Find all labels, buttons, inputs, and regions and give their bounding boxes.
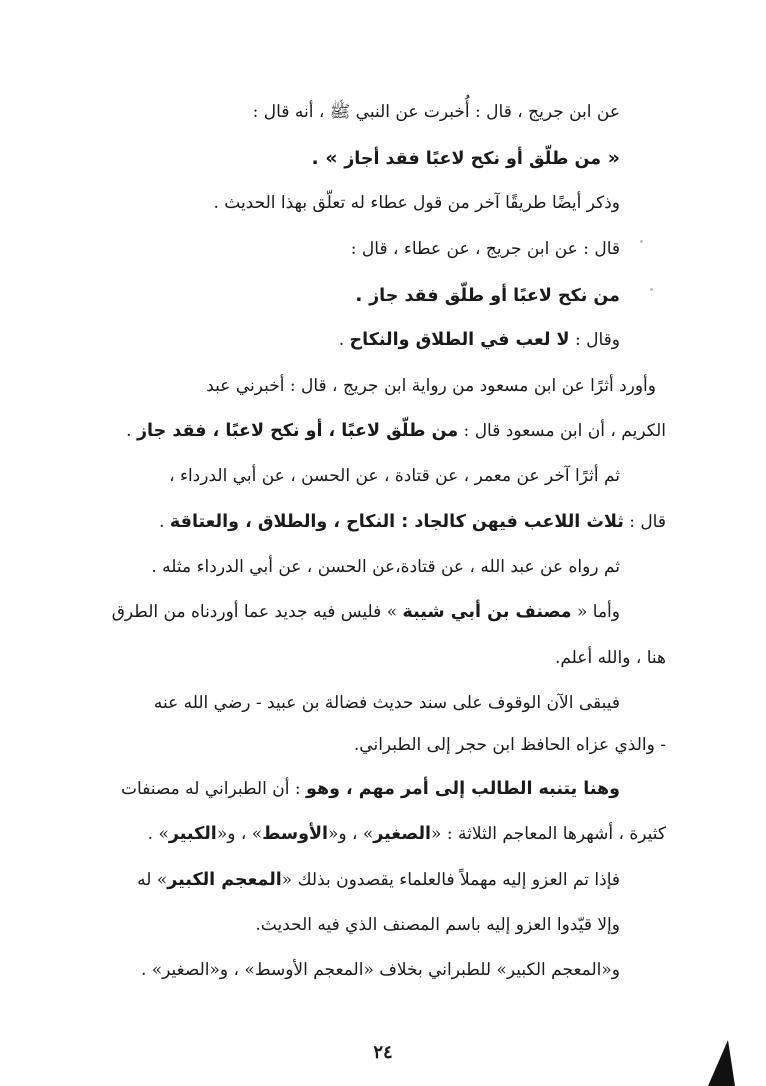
bold-text-run: مصنف بن أبي شيبة — [402, 602, 572, 622]
text-run: و«المعجم الكبير» للطبراني بخلاف «المعجم الأوسط» ، و«الصغير» . — [140, 960, 620, 980]
text-run: . — [159, 512, 170, 532]
text-run: وإلا قيّدوا العزو إليه باسم المصنف الذي فيه الحديث. — [255, 915, 620, 935]
bold-text-run: الصغير — [373, 824, 432, 844]
text-line-5 — [355, 283, 620, 308]
text-run: عن ابن جريج ، قال : أُخبرت عن النبي ﷺ ، أنه قال : — [252, 102, 620, 122]
text-run: » ، و« — [327, 824, 374, 844]
text-line-1 — [253, 100, 620, 124]
text-run: » . — [311, 147, 345, 169]
text-run: » فليس فيه جديد عما أوردناه من الطرق — [111, 602, 403, 622]
bold-text-run: من طلّق أو نكح لاعبًا فقد أجاز — [344, 149, 602, 169]
text-run: قال : — [623, 512, 666, 532]
text-run: ثم أثرًا آخر عن معمر ، عن قتادة ، عن الحسن ، عن أبي الدرداء ، — [169, 466, 620, 486]
text-line-20 — [141, 958, 620, 982]
bold-text-run: ثلاث اللاعب فيهن كالجاد : النكاح ، والطلاق ، والعتاقة — [169, 512, 624, 532]
text-run: كثيرة ، أشهرها المعاجم الثلاثة : « — [431, 824, 666, 844]
text-run: ثم رواه عن عبد الله ، عن قتادة،عن الحسن ، عن أبي الدرداء مثله . — [151, 557, 620, 577]
text-run: وأورد أثرًا عن ابن مسعود من رواية ابن جريج ، قال : أخبرني عبد — [206, 376, 656, 396]
text-run: . — [338, 330, 350, 350]
text-line-12 — [112, 600, 620, 624]
text-run: » له — [137, 870, 168, 890]
text-run: وأما « — [571, 602, 620, 622]
text-line-11 — [151, 555, 620, 579]
bold-text-run: الكبير — [168, 824, 217, 844]
text-line-10 — [159, 510, 666, 534]
text-line-3 — [213, 191, 620, 215]
text-run: » . — [147, 824, 169, 844]
text-run: وقال : — [569, 330, 620, 350]
text-line-16 — [121, 777, 620, 801]
text-run: فإذا تم العزو إليه مهملاً فالعلماء يقصدون بذلك « — [281, 870, 620, 890]
bold-text-run: لا لعب في الطلاق والنكاح — [349, 330, 570, 350]
bold-text-run: المعجم الكبير — [167, 870, 282, 890]
text-line-6 — [339, 328, 620, 352]
bold-text-run: من طلّق لاعبًا ، أو نكح لاعبًا ، فقد جاز — [136, 421, 459, 441]
text-line-7 — [206, 374, 656, 398]
text-line-18 — [137, 868, 620, 892]
text-line-4 — [351, 237, 620, 261]
text-line-19 — [255, 913, 620, 937]
bold-text-run: وهنا يتنبه الطالب إلى أمر مهم ، وهو — [305, 779, 620, 799]
bold-text-run: من نكح لاعبًا أو طلّق فقد جاز — [369, 286, 620, 306]
text-run: وذكر أيضًا طريقًا آخر من قول عطاء له تعلّق بهذا الحديث . — [213, 193, 620, 213]
text-line-8 — [126, 419, 666, 443]
text-run: « — [601, 147, 620, 169]
text-run: الكريم ، أن ابن مسعود قال : — [458, 421, 666, 441]
page-number: ٢٤ — [373, 1042, 393, 1063]
text-line-15 — [354, 733, 666, 757]
text-run: فيبقى الآن الوقوف على سند حديث فضالة بن عبيد - رضي الله عنه — [153, 693, 620, 713]
text-line-14 — [154, 691, 620, 715]
bold-text-run: الأوسط — [262, 824, 328, 844]
text-run: قال : عن ابن جريج ، عن عطاء ، قال : — [350, 239, 620, 259]
scan-speck — [640, 240, 643, 243]
text-run: » ، و« — [216, 824, 263, 844]
text-run: : أن الطبراني له مصنفات — [120, 779, 306, 799]
text-line-17 — [148, 822, 666, 846]
corner-mark-icon — [708, 1040, 736, 1086]
text-run: هنا ، والله أعلم. — [554, 648, 666, 668]
text-run: - والذي عزاه الحافظ ابن حجر إلى الطبراني. — [353, 735, 666, 755]
text-run: . — [126, 421, 137, 441]
scan-speck — [650, 288, 653, 291]
text-line-2 — [311, 146, 620, 171]
text-run: . — [355, 284, 370, 306]
text-line-13 — [555, 646, 666, 670]
text-line-9 — [169, 464, 620, 488]
